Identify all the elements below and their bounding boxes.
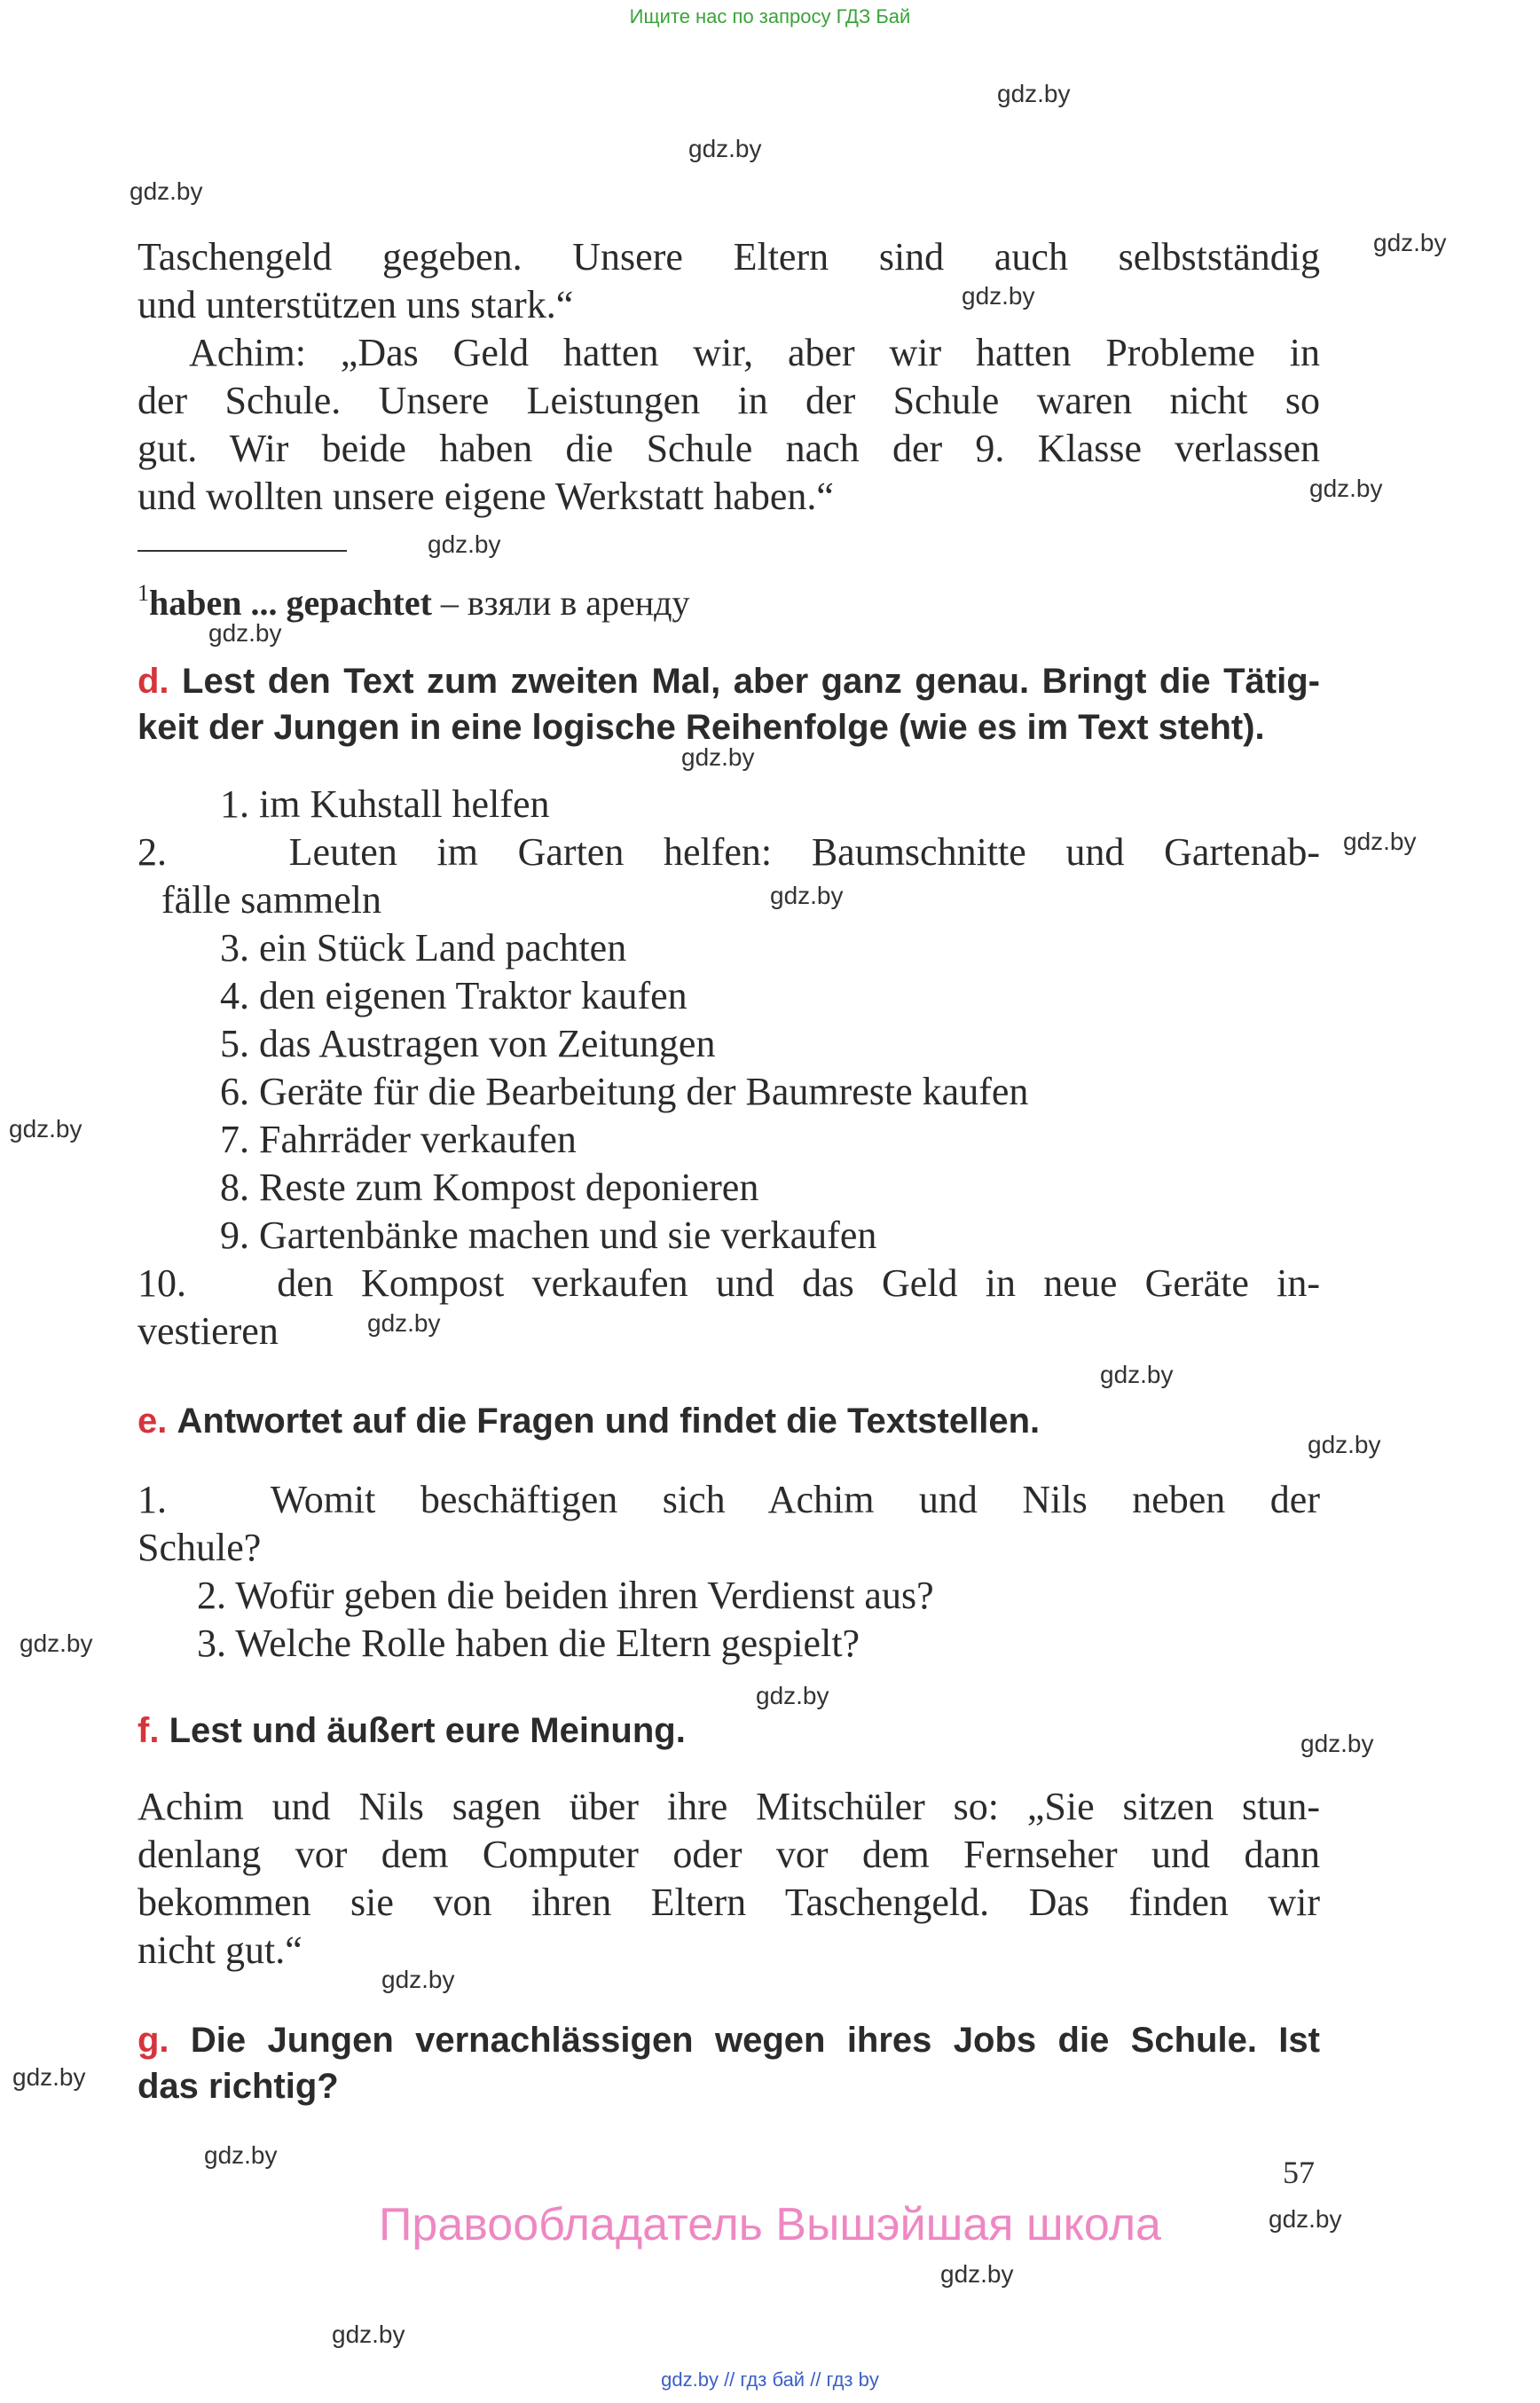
watermark: gdz.by (204, 2141, 278, 2169)
task-g-heading (138, 2017, 1320, 2063)
watermark: gdz.by (208, 619, 282, 647)
intro-line: und wollten unsere eigene Werkstatt haben.“ (138, 475, 834, 518)
task-f-line: nicht gut.“ (138, 1928, 302, 1972)
top-banner[interactable]: Ищите нас по запросу ГДЗ Бай (629, 5, 911, 27)
list-item: 8. Reste zum Kompost deponieren (220, 1166, 759, 1209)
question-item-continued: Schule? (138, 1526, 262, 1569)
intro-line: gut. Wir beide haben die Schule nach der 9. Klasse verlassen (138, 427, 1320, 470)
task-e-text: Antwortet auf die Fragen und findet die Textstellen. (177, 1402, 1041, 1441)
list-item: 7. Fahrräder verkaufen (220, 1118, 577, 1161)
list-item: 2. Leuten im Garten helfen: Baumschnitte und Gartenab- (138, 830, 1320, 874)
question-item: 2. Wofür geben die beiden ihren Verdienst aus? (197, 1574, 934, 1617)
intro-line: Achim: „Das Geld hatten wir, aber wir hatten Probleme in (189, 331, 1320, 374)
list-item: 5. das Austragen von Zeitungen (220, 1022, 716, 1065)
watermark: gdz.by (1343, 828, 1417, 855)
task-letter: e. (138, 1402, 168, 1441)
list-item: 9. Gartenbänke machen und sie verkaufen (220, 1213, 877, 1257)
intro-line: und unterstützen uns stark.“ (138, 283, 574, 326)
task-f-heading (138, 1708, 1320, 1754)
task-letter: f. (138, 1711, 160, 1750)
list-item: 10. den Kompost verkaufen und das Geld in neue Geräte in- (138, 1261, 1320, 1305)
bottom-links[interactable]: gdz.by // гдз бай // гдз by (661, 2368, 879, 2391)
intro-line: der Schule. Unsere Leistungen in der Schule waren nicht so (138, 379, 1320, 422)
watermark: gdz.by (1308, 1431, 1381, 1458)
watermark: gdz.by (367, 1309, 441, 1337)
watermark: gdz.by (1269, 2205, 1342, 2233)
watermark: gdz.by (688, 135, 762, 162)
task-d-text: Lest den Text zum zweiten Mal, aber ganz genau. Bringt die Tätig- (182, 662, 1320, 701)
task-f-line: Achim und Nils sagen über ihre Mitschüler so: „Sie sitzen stun- (138, 1785, 1320, 1828)
task-d-heading (138, 658, 1320, 704)
list-item-continued: vestieren (138, 1309, 279, 1353)
footnote-rule (138, 550, 347, 552)
task-letter: g. (138, 2021, 169, 2060)
list-item: 4. den eigenen Traktor kaufen (220, 974, 688, 1017)
watermark: gdz.by (1300, 1730, 1374, 1757)
watermark: gdz.by (332, 2321, 405, 2348)
watermark: gdz.by (12, 2063, 86, 2091)
watermark: gdz.by (381, 1966, 455, 1993)
copyright-owner: Правообладатель Вышэйшая школа (379, 2199, 1161, 2250)
watermark: gdz.by (428, 530, 501, 558)
task-f-line: denlang vor dem Computer oder vor dem Fernseher und dann (138, 1833, 1320, 1876)
watermark: gdz.by (1373, 229, 1447, 256)
page-number: 57 (1283, 2155, 1315, 2190)
watermark: gdz.by (997, 80, 1071, 107)
task-g-text: Die Jungen vernachlässigen wegen ihres Jobs die Schule. Ist (190, 2021, 1320, 2060)
watermark: gdz.by (681, 743, 755, 771)
watermark: gdz.by (20, 1629, 93, 1657)
list-item: 3. ein Stück Land pachten (220, 926, 627, 970)
watermark: gdz.by (756, 1682, 829, 1709)
task-f-text: Lest und äußert eure Meinung. (169, 1711, 686, 1750)
intro-line: Taschengeld gegeben. Unsere Eltern sind auch selbstständig (138, 235, 1320, 279)
watermark: gdz.by (962, 282, 1035, 310)
task-g-heading-line2: das richtig? (138, 2067, 339, 2106)
watermark: gdz.by (1309, 475, 1383, 502)
question-item: 1. Womit beschäftigen sich Achim und Nils neben der (138, 1478, 1320, 1521)
footnote-marker: 1 (138, 580, 149, 606)
task-letter: d. (138, 662, 169, 701)
footnote-term: haben ... gepachtet (149, 583, 432, 623)
task-e-heading (138, 1398, 1320, 1444)
watermark: gdz.by (1100, 1361, 1174, 1388)
task-d-heading-line2: keit der Jungen in eine logische Reihenfolge (wie es im Text steht). (138, 708, 1265, 747)
watermark: gdz.by (940, 2260, 1014, 2288)
watermark: gdz.by (9, 1115, 82, 1143)
list-item: 1. im Kuhstall helfen (220, 782, 550, 826)
watermark: gdz.by (770, 882, 844, 909)
list-item-continued: fälle sammeln (161, 878, 382, 922)
question-item: 3. Welche Rolle haben die Eltern gespielt? (197, 1622, 860, 1665)
footnote (138, 571, 690, 625)
task-f-line: bekommen sie von ihren Eltern Taschengeld. Das finden wir (138, 1881, 1320, 1924)
list-item: 6. Geräte für die Bearbeitung der Baumreste kaufen (220, 1070, 1029, 1113)
watermark: gdz.by (130, 177, 203, 205)
footnote-translation: – взяли в аренду (431, 583, 690, 623)
